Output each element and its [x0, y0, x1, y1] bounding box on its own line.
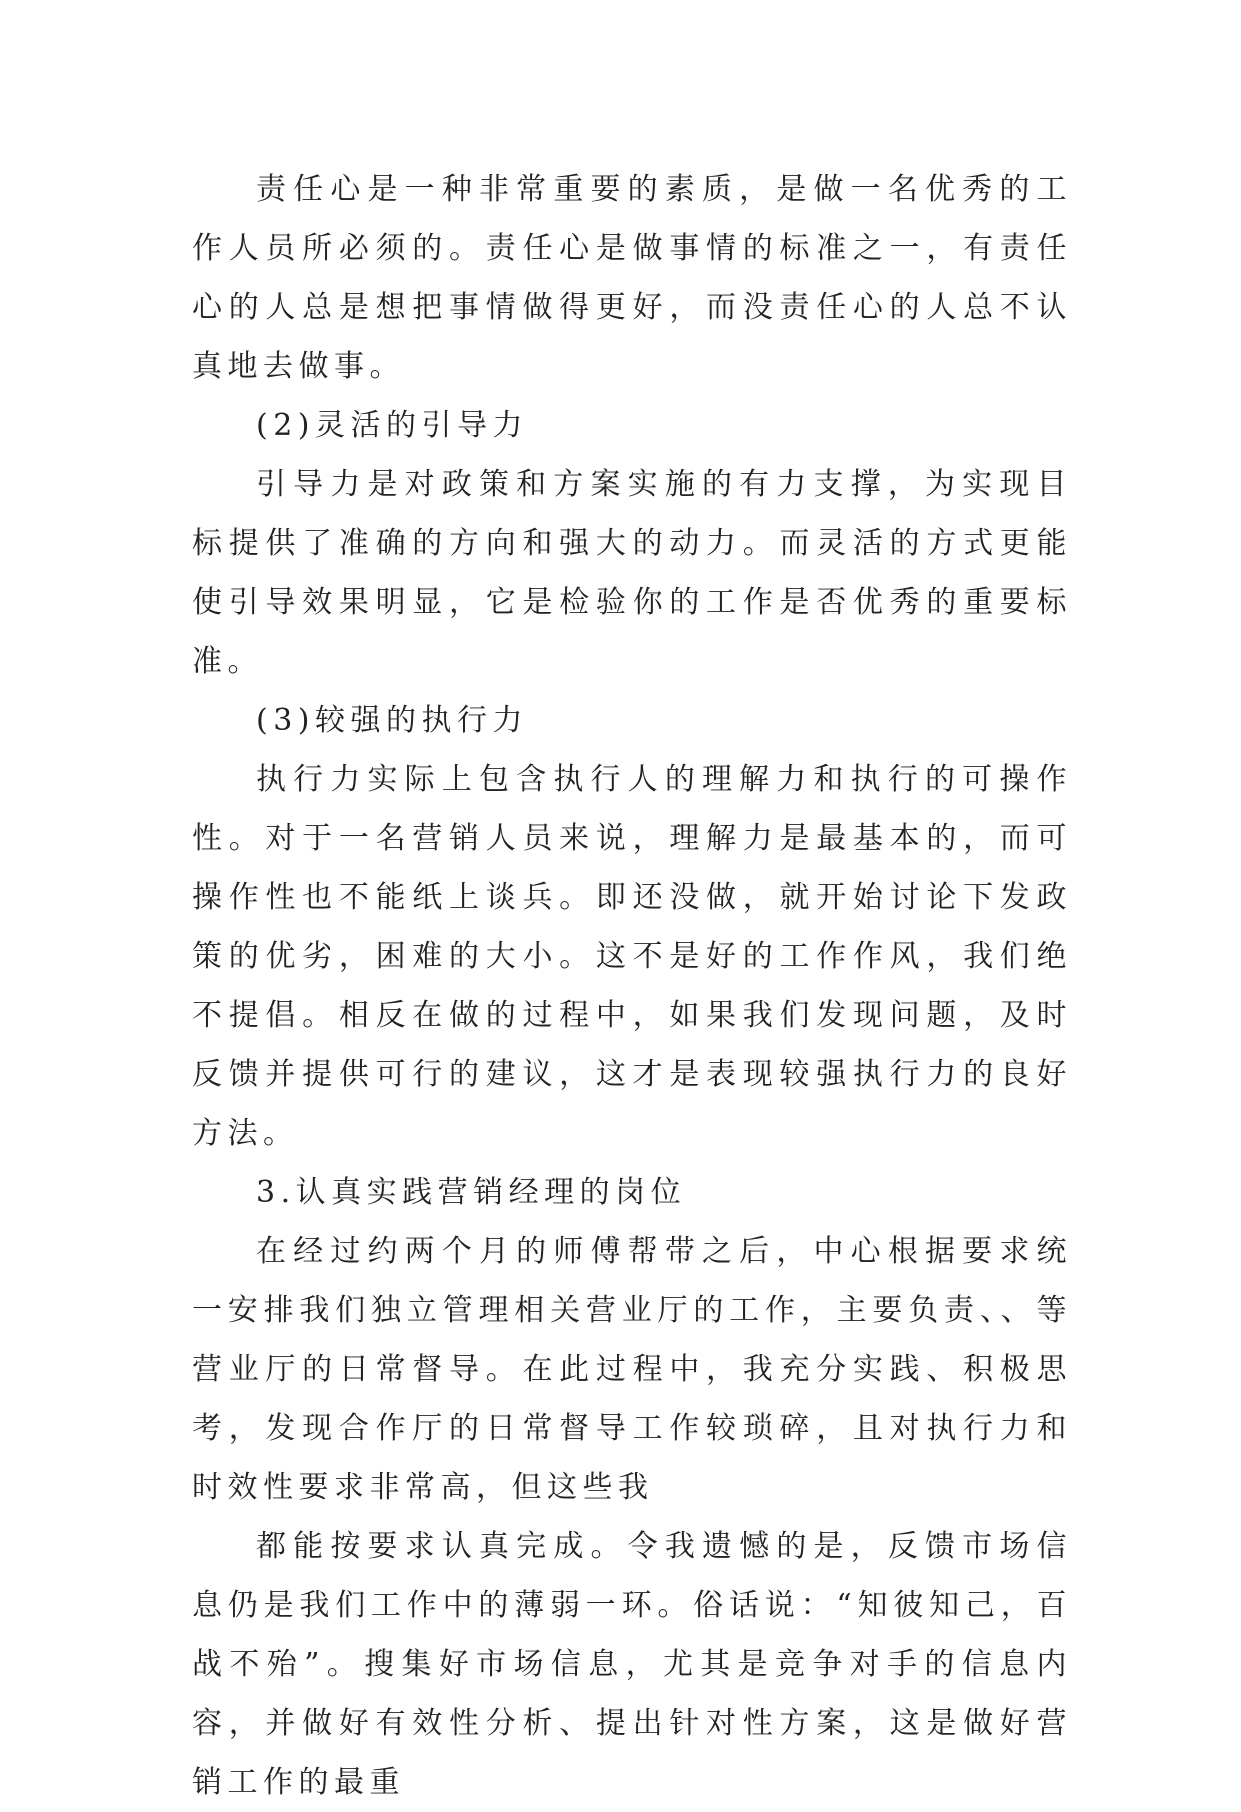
paragraph-guidance: 引导力是对政策和方案实施的有力支撑，为实现目标提供了准确的方向和强大的动力。而灵活的方式更能使引导效果明显，它是检验你的工作是否优秀的重要标准。: [192, 467, 1072, 679]
paragraph-practice: 在经过约两个月的师傅帮带之后，中心根据要求统一安排我们独立管理相关营业厅的工作，主要负责、、等营业厅的日常督导。在此过程中，我充分实践、积极思考，发现合作厅的日常督导工作较琐碎，且对执行力和时效性要求非常高，但这些我: [192, 1234, 1072, 1505]
heading-guidance: (2)灵活的引导力: [256, 408, 528, 443]
paragraph-execution: 执行力实际上包含执行人的理解力和执行的可操作性。对于一名营销人员来说，理解力是最基本的，而可操作性也不能纸上谈兵。即还没做，就开始讨论下发政策的优劣，困难的大小。这不是好的工作作风，我们绝不提倡。相反在做的过程中，如果我们发现问题，及时反馈并提供可行的建议，这才是表现较强执行力的良好方法。: [192, 762, 1072, 1151]
paragraph-responsibility: 责任心是一种非常重要的素质，是做一名优秀的工作人员所必须的。责任心是做事情的标准之一，有责任心的人总是想把事情做得更好，而没责任心的人总不认真地去做事。: [192, 172, 1072, 384]
paragraph-market-info: 都能按要求认真完成。令我遗憾的是，反馈市场信息仍是我们工作中的薄弱一环。俗话说：“知彼知己，百战不殆”。搜集好市场信息，尤其是竞争对手的信息内容，并做好有效性分析、提出针对性方案，这是做好营销工作的最重: [192, 1529, 1072, 1800]
heading-execution: (3)较强的执行力: [256, 703, 528, 738]
document-body: [192, 160, 1072, 1812]
heading-practice: 3.认真实践营销经理的岗位: [256, 1175, 687, 1210]
